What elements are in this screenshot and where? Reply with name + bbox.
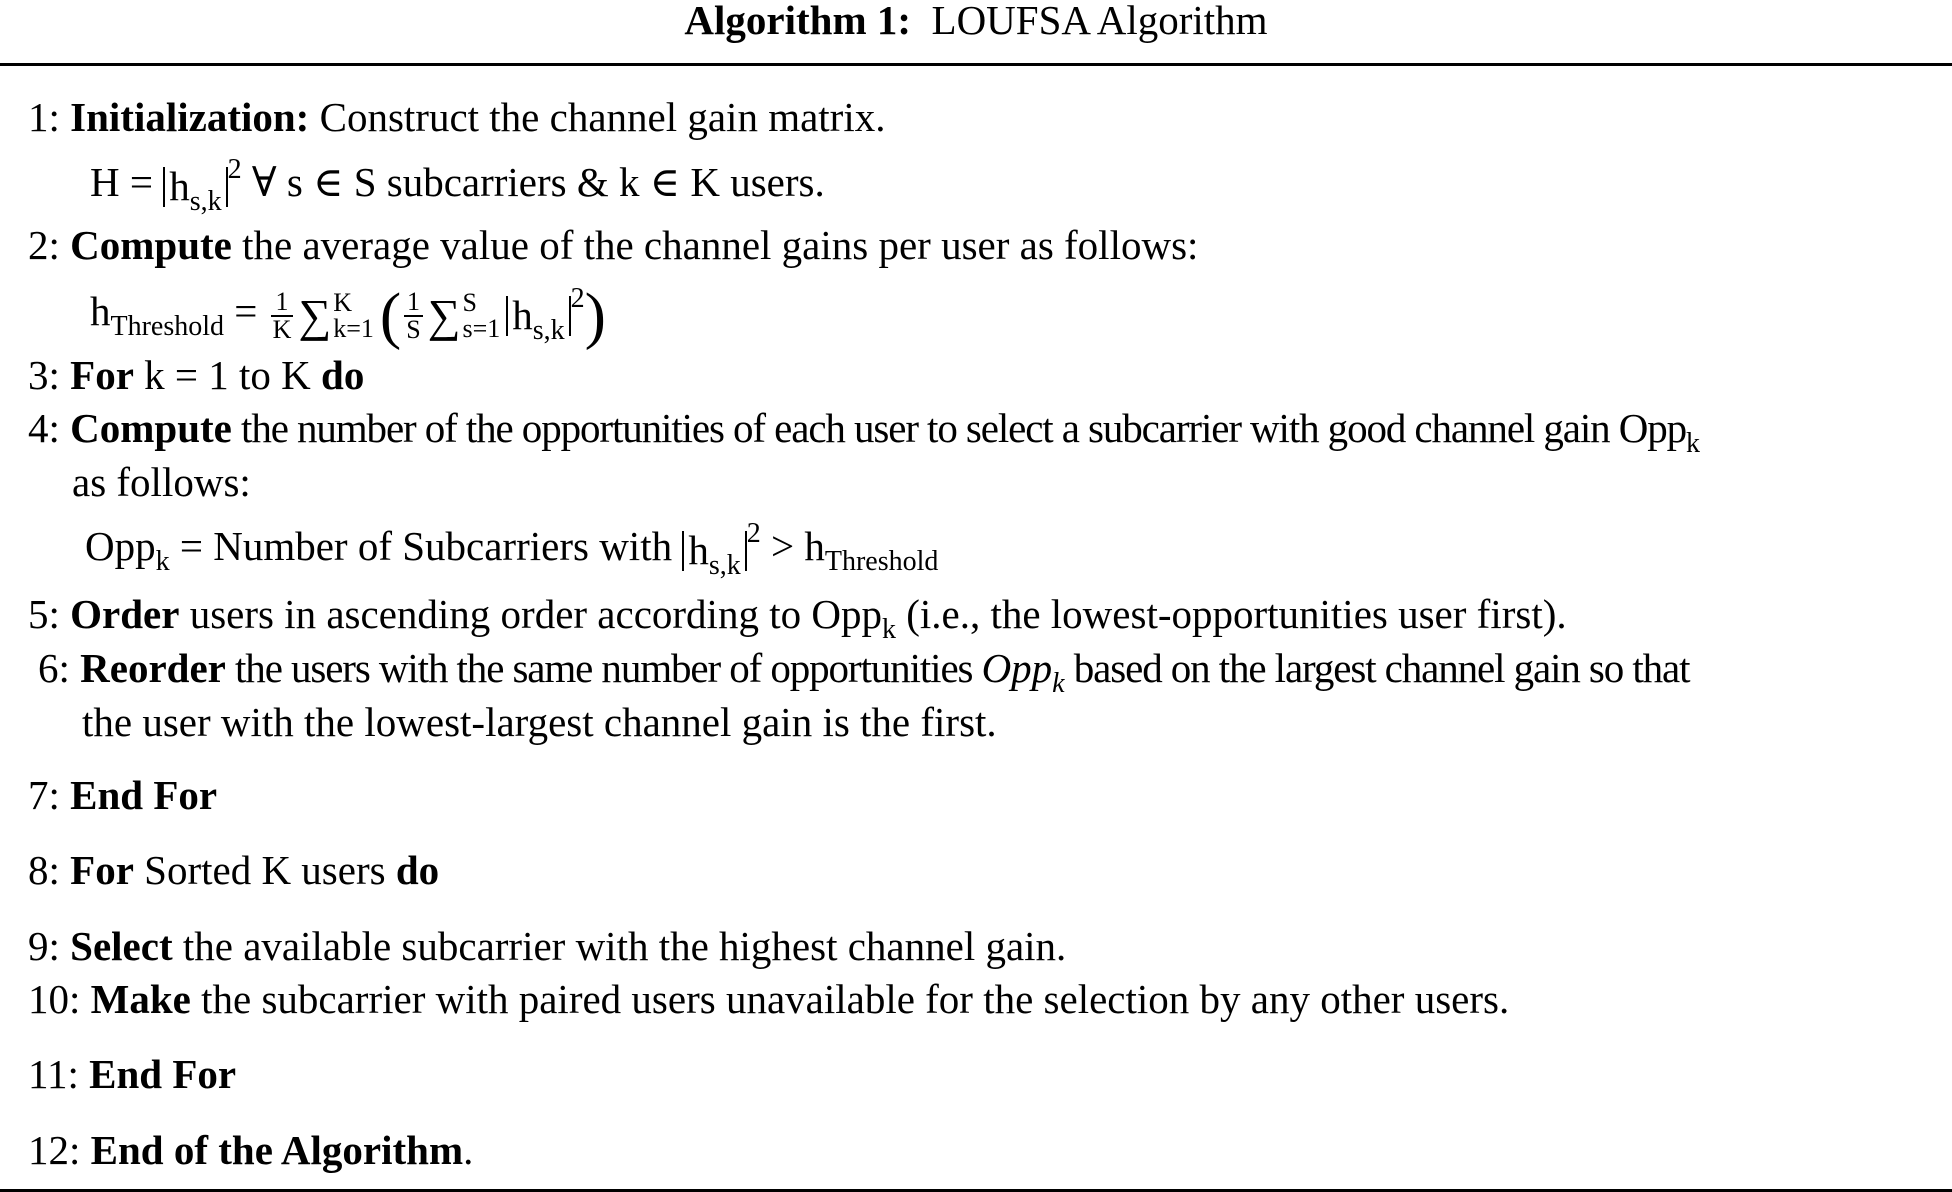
step-4-equation — [85, 512, 938, 584]
algorithm-name: LOUFSA Algorithm — [931, 0, 1268, 43]
step-6 — [38, 646, 1689, 706]
step-keyword: End For — [70, 772, 218, 818]
math-subscript: k — [881, 614, 896, 645]
step-text: the average value of the channel gains per user as follows: — [231, 222, 1199, 268]
step-keyword: Order — [70, 591, 180, 637]
left-paren: ( — [379, 279, 402, 351]
math-symbol: Opp — [981, 645, 1053, 691]
right-paren: ) — [584, 279, 606, 351]
math-text: > h — [760, 523, 825, 569]
step-text: users in ascending order according to Opp — [179, 591, 882, 637]
step-6-continuation: the user with the lowest-largest channel gain is the first. — [82, 699, 997, 745]
step-keyword: do — [395, 847, 440, 893]
algorithm-label: Algorithm 1: — [684, 0, 912, 43]
sum-lower: k=1 — [333, 313, 374, 343]
step-text: Sorted K users — [133, 847, 396, 893]
step-text: Construct the channel gain matrix. — [309, 94, 886, 140]
math-subscript: s,k — [532, 314, 565, 346]
math-text: = Number of Subcarriers with — [169, 523, 683, 569]
step-3 — [28, 353, 364, 397]
math-symbol: h — [90, 288, 111, 334]
step-number: 3: — [28, 352, 60, 398]
sum-upper: S — [462, 287, 477, 317]
sum-symbol: ∑ — [427, 289, 461, 341]
step-number: 2: — [28, 222, 60, 268]
sum-symbol: ∑ — [298, 289, 332, 341]
step-number: 12: — [28, 1127, 81, 1173]
math-symbol: h — [688, 526, 709, 573]
step-1 — [28, 95, 885, 139]
abs-value — [682, 526, 746, 581]
step-keyword: Select — [70, 923, 173, 969]
sum-lower: s=1 — [462, 313, 501, 343]
step-8 — [28, 848, 439, 892]
abs-value — [506, 291, 570, 346]
step-10 — [28, 977, 1509, 1021]
math-subscript: k — [155, 546, 170, 577]
step-2-equation — [90, 277, 606, 349]
fraction — [271, 286, 294, 344]
math-text: ∀ s ∈ S subcarriers & k ∈ K users. — [251, 159, 825, 205]
step-keyword: do — [321, 352, 365, 398]
denominator: S — [406, 314, 421, 344]
math-symbol: h — [512, 291, 533, 338]
step-keyword: Compute — [70, 405, 232, 451]
math-subscript: Threshold — [824, 546, 939, 577]
numerator: 1 — [404, 289, 422, 317]
step-number: 4: — [28, 405, 60, 451]
math-equals: = — [234, 288, 258, 334]
math-exponent: 2 — [227, 154, 242, 185]
step-text: the number of the opportunities of each user to select a subcarrier with good channel gain Opp — [231, 405, 1687, 451]
fraction — [404, 286, 422, 344]
step-text: based on the largest channel gain so that — [1064, 645, 1690, 691]
numerator: 1 — [271, 289, 294, 317]
top-rule — [0, 63, 1952, 66]
step-7 — [28, 773, 217, 817]
step-5 — [28, 592, 1567, 652]
denominator: K — [272, 314, 292, 344]
step-number: 9: — [28, 923, 60, 969]
step-keyword: Compute — [70, 222, 232, 268]
step-keyword: Make — [90, 976, 191, 1022]
math-subscript: s,k — [708, 549, 741, 581]
step-number: 8: — [28, 847, 60, 893]
math-subscript: Threshold — [110, 311, 225, 342]
step-number: 6: — [38, 645, 70, 691]
step-text: . — [463, 1127, 474, 1173]
step-number: 7: — [28, 772, 60, 818]
math-exponent: 2 — [570, 283, 585, 314]
step-text: (i.e., the lowest-opportunities user first). — [895, 591, 1567, 637]
step-12 — [28, 1128, 473, 1172]
sum-upper: K — [333, 287, 353, 317]
step-text: the subcarrier with paired users unavailable for the selection by any other users. — [190, 976, 1510, 1022]
math-subscript: s,k — [189, 185, 222, 217]
step-4 — [28, 406, 1700, 466]
abs-value — [163, 162, 227, 217]
step-9 — [28, 924, 1066, 968]
step-keyword: End of the Algorithm — [90, 1127, 464, 1173]
step-number: 5: — [28, 591, 60, 637]
step-keyword: For — [70, 847, 134, 893]
step-keyword: For — [70, 352, 134, 398]
math-symbol: h — [169, 162, 190, 209]
step-2 — [28, 223, 1198, 267]
step-11 — [28, 1052, 236, 1096]
math-subscript: k — [1686, 428, 1701, 459]
math-exponent: 2 — [746, 518, 761, 549]
math-subscript: k — [1052, 668, 1065, 699]
step-text: the available subcarrier with the highest channel gain. — [172, 923, 1067, 969]
step-keyword: Reorder — [80, 645, 226, 691]
sum-limits — [333, 287, 374, 343]
step-text: the users with the same number of opportunities — [225, 645, 982, 691]
math-lhs: H = — [90, 159, 153, 205]
step-number: 11: — [28, 1051, 79, 1097]
algorithm-title — [0, 0, 1952, 48]
step-4-continuation: as follows: — [72, 459, 251, 505]
sum-limits — [462, 287, 501, 343]
step-1-equation — [90, 148, 825, 217]
step-keyword: End For — [89, 1051, 237, 1097]
math-symbol: Opp — [85, 523, 156, 569]
step-number: 10: — [28, 976, 81, 1022]
step-text: k = 1 to K — [133, 352, 322, 398]
step-number: 1: — [28, 94, 60, 140]
step-keyword: Initialization: — [70, 94, 310, 140]
